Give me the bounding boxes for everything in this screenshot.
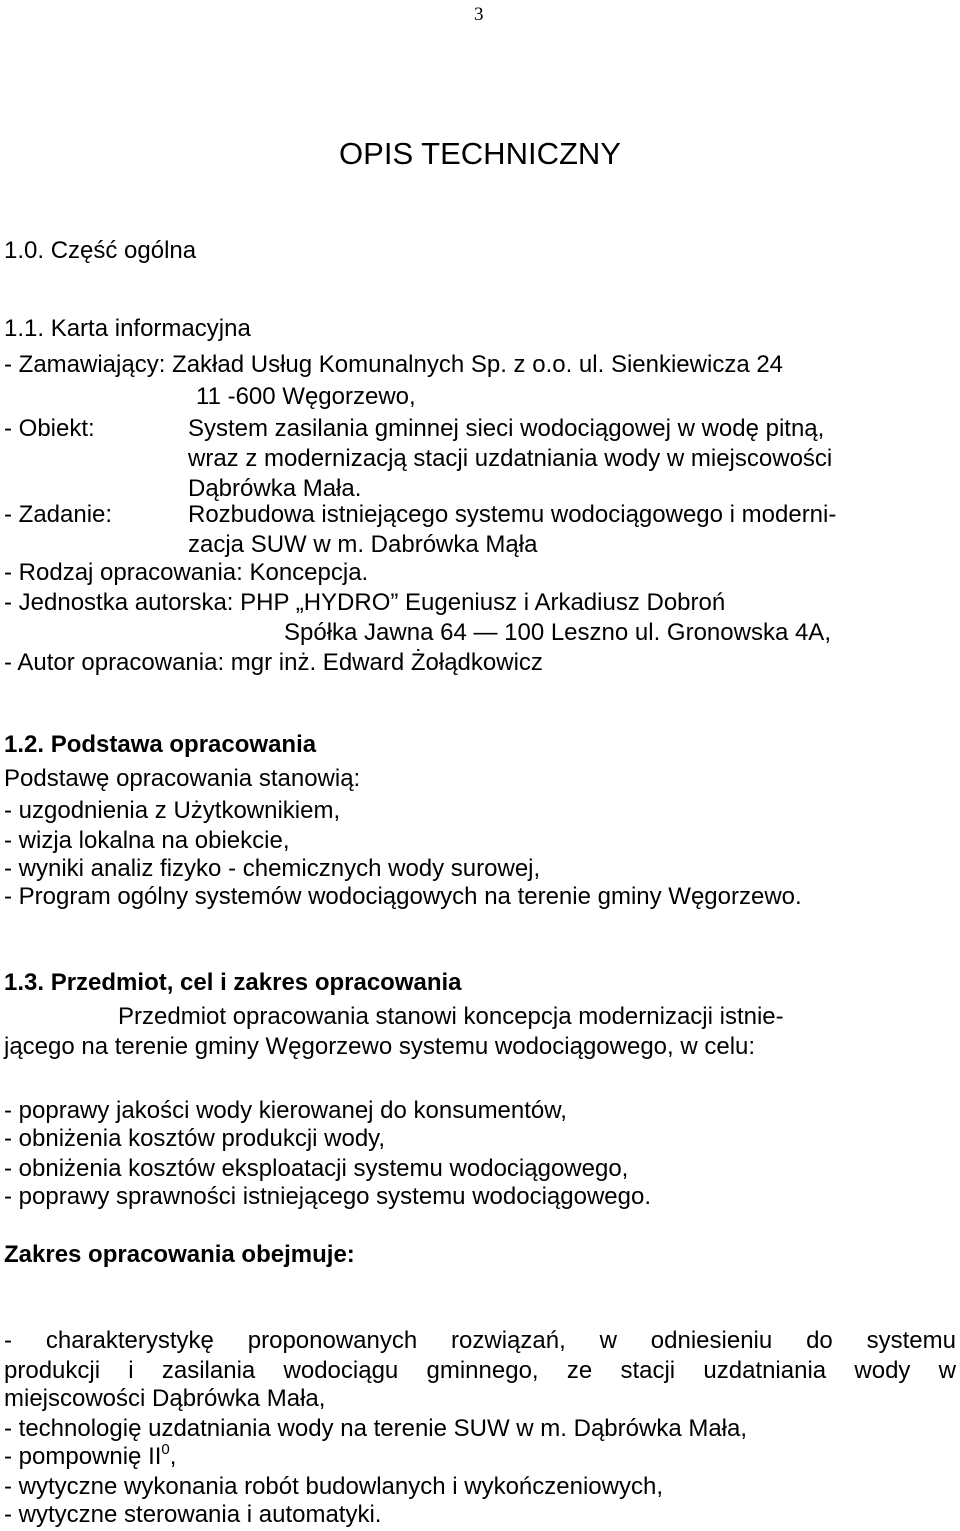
zamawiajacy-value: Zakład Usług Komunalnych Sp. z o.o. ul. Sienkiewicza 24 [172,351,784,378]
jednostka-address: Spółka Jawna 64 — 100 Leszno ul. Gronowska 4A, [284,619,831,646]
list-item: - wyniki analiz fizyko - chemicznych wody surowej, [4,855,541,882]
section-1-1-heading: 1.1. Karta informacyjna [4,315,251,342]
podstawa-intro: Podstawę opracowania stanowią: [4,765,361,792]
zakres-item-3-end: , [169,1443,177,1470]
obiekt-line-3: Dąbrówka Mała. [188,475,362,502]
zakres-heading: Zakres opracowania obejmuje: [4,1241,355,1268]
zakres-item-1-line-3: miejscowości Dąbrówka Mała, [4,1385,326,1412]
superscript: 0 [161,1441,170,1458]
document-title: OPIS TECHNICZNY [339,136,621,171]
obiekt-line-1: System zasilania gminnej sieci wodociągowej w wodę pitną, [188,415,825,442]
zadanie-label: - Zadanie: [4,501,113,528]
list-item: - technologię uzdatniania wody na terenie SUW w m. Dąbrówka Mała, [4,1415,748,1442]
jednostka-autorska: - Jednostka autorska: PHP „HYDRO” Eugeniusz i Arkadiusz Dobroń [4,589,726,616]
zakres-item-3 [4,1442,176,1472]
zamawiajacy-label: - Zamawiający: [4,351,173,378]
przedmiot-line-1: Przedmiot opracowania stanowi koncepcja modernizacji istnie- [118,1003,784,1030]
autor-opracowania: - Autor opracowania: mgr inż. Edward Żołądkowicz [4,649,543,676]
list-item: - poprawy sprawności istniejącego systemu wodociągowego. [4,1183,651,1210]
zakres-item-3-text: - pompownię II [4,1443,162,1470]
list-item: - wytyczne sterowania i automatyki. [4,1501,382,1528]
list-item: - Program ogólny systemów wodociągowych na terenie gminy Węgorzewo. [4,883,802,910]
karta-zamawiajacy [4,350,783,380]
przedmiot-line-2: jącego na terenie gminy Węgorzewo systemu wodociągowego, w celu: [4,1033,756,1060]
rodzaj-opracowania: - Rodzaj opracowania: Koncepcja. [4,559,369,586]
zakres-item-1-line-2: produkcji i zasilania wodociągu gminnego, ze stacji uzdatniania wody w [4,1357,956,1384]
list-item: - uzgodnienia z Użytkownikiem, [4,797,341,824]
section-1-0-heading: 1.0. Część ogólna [4,237,197,264]
list-item: - obniżenia kosztów eksploatacji systemu wodociągowego, [4,1155,629,1182]
section-1-2-heading: 1.2. Podstawa opracowania [4,731,317,758]
zamawiajacy-address: 11 -600 Węgorzewo, [196,383,416,410]
list-item: - poprawy jakości wody kierowanej do konsumentów, [4,1097,567,1124]
section-1-3-heading: 1.3. Przedmiot, cel i zakres opracowania [4,969,462,996]
obiekt-line-2: wraz z modernizacją stacji uzdatniania wody w miejscowości [188,445,833,472]
zadanie-line-2: zacja SUW w m. Dabrówka Mąła [188,531,538,558]
list-item: - wytyczne wykonania robót budowlanych i wykończeniowych, [4,1473,663,1500]
obiekt-label: - Obiekt: [4,415,95,442]
list-item: - obniżenia kosztów produkcji wody, [4,1125,386,1152]
page-number: 3 [474,4,484,25]
zakres-item-1-line-1: - charakterystykę proponowanych rozwiązań, w odniesieniu do systemu [4,1327,956,1354]
zadanie-line-1: Rozbudowa istniejącego systemu wodociągowego i moderni- [188,501,837,528]
list-item: - wizja lokalna na obiekcie, [4,827,290,854]
